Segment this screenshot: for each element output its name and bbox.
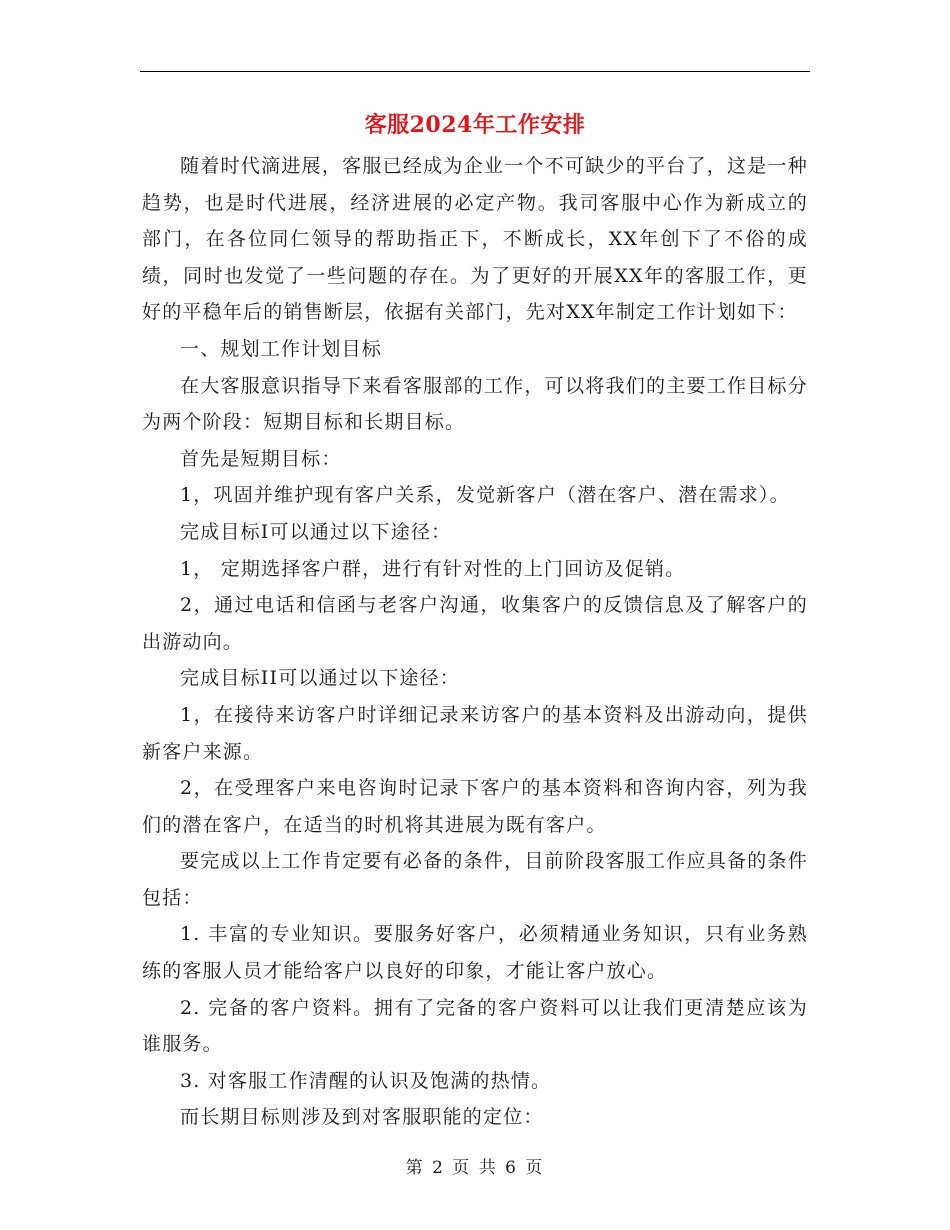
list-item-goal-1: 1，巩固并维护现有客户关系，发觉新客户（潜在客户、潜在需求）。 xyxy=(180,484,790,507)
paragraph-conditions: 要完成以上工作肯定要有必备的条件，目前阶段客服工作应具备的条件包括： xyxy=(142,850,808,909)
page-number: 第 2 页 共 6 页 xyxy=(405,1158,545,1178)
header-rule xyxy=(140,71,810,72)
list-item-goal-1-method-2: 2，通过电话和信函与老客户沟通，收集客户的反馈信息及了解客户的出游动向。 xyxy=(142,594,808,653)
paragraph-intro: 随着时代滴进展，客服已经成为企业一个不可缺少的平台了，这是一种趋势，也是时代进展，经济进展的必定产物。我司客服中心作为新成立的部门，在各位同仁领导的帮助指正下，不断成长，XX年创下了不俗的成绩，同时也发觉了一些问题的存在。为了更好的开展XX年的客服工作，更好的平稳年后的销售断层，依据有关部门，先对XX年制定工作计划如下： xyxy=(142,155,808,324)
paragraph-short-term: 首先是短期目标： xyxy=(180,447,342,470)
paragraph-goal-1-methods: 完成目标I可以通过以下途径： xyxy=(180,520,452,543)
list-item-goal-2-method-1: 1，在接待来访客户时详细记录来访客户的基本资料及出游动向，提供新客户来源。 xyxy=(142,703,808,763)
document-title: 客服2024年工作安排 xyxy=(364,112,586,138)
list-item-condition-2: 2. 完备的客户资料。拥有了完备的客户资料可以让我们更清楚应该为谁服务。 xyxy=(142,996,808,1056)
document-body xyxy=(142,148,808,1136)
paragraph-goals-overview: 在大客服意识指导下来看客服部的工作，可以将我们的主要工作目标分为两个阶段：短期目标和长期目标。 xyxy=(142,374,808,434)
list-item-goal-2-method-2: 2，在受理客户来电咨询时记录下客户的基本资料和咨询内容，列为我们的潜在客户，在适当的时机将其进展为既有客户。 xyxy=(142,777,808,836)
list-item-condition-3: 3. 对客服工作清醒的认识及饱满的热情。 xyxy=(180,1069,552,1092)
list-item-condition-1: 1. 丰富的专业知识。要服务好客户，必须精通业务知识，只有业务熟练的客服人员才能给客户以良好的印象，才能让客户放心。 xyxy=(142,923,808,983)
list-item-goal-1-method-1: 1， 定期选择客户群，进行有针对性的上门回访及促销。 xyxy=(180,557,686,580)
paragraph-long-term: 而长期目标则涉及到对客服职能的定位： xyxy=(180,1106,544,1129)
section-heading-1: 一、规划工作计划目标 xyxy=(180,337,383,360)
paragraph-goal-2-methods: 完成目标II可以通过以下途径： xyxy=(180,667,461,690)
